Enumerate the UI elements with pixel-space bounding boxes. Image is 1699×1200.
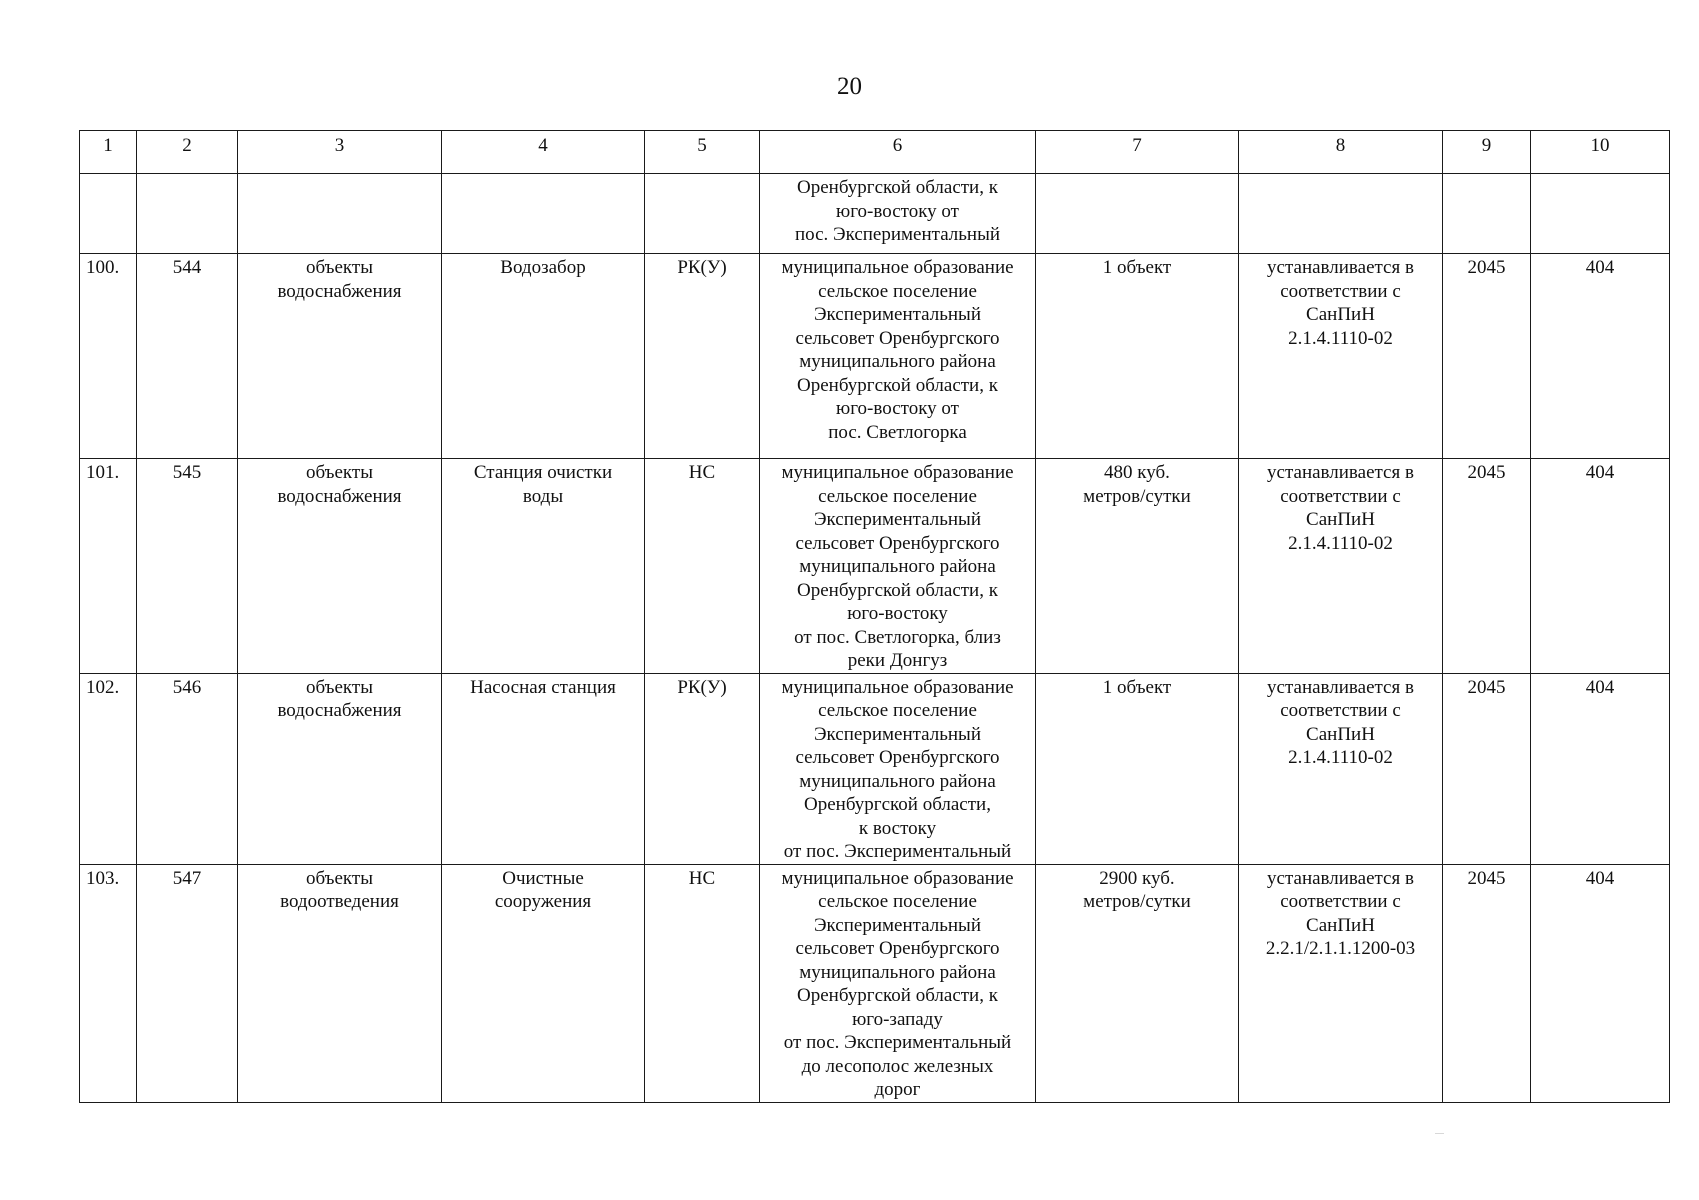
- reference-cell: 404: [1531, 864, 1670, 1102]
- table-body: [80, 174, 1670, 1103]
- status-cell: РК(У): [645, 673, 760, 864]
- header-cell-9: 9: [1443, 131, 1531, 174]
- empty-cell: [1036, 174, 1239, 254]
- header-cell-5: 5: [645, 131, 760, 174]
- empty-cell: [442, 174, 645, 254]
- header-cell-10: 10: [1531, 131, 1670, 174]
- reference-cell: 404: [1531, 459, 1670, 674]
- object-name-cell: Насосная станция: [442, 673, 645, 864]
- row-number-cell: 102.: [80, 673, 137, 864]
- table-row: [80, 864, 1670, 1102]
- header-cell-4: 4: [442, 131, 645, 174]
- status-cell: НС: [645, 459, 760, 674]
- object-type-cell: объекты водоотведения: [238, 864, 442, 1102]
- page-number: 20: [837, 73, 862, 100]
- header-cell-3: 3: [238, 131, 442, 174]
- row-number-cell: 100.: [80, 254, 137, 459]
- empty-cell: [1443, 174, 1531, 254]
- reference-cell: 404: [1531, 254, 1670, 459]
- empty-cell: [80, 174, 137, 254]
- protection-zone-cell: устанавливается в соответствии с СанПиН 2.1.4.1110-02: [1239, 254, 1443, 459]
- empty-cell: [645, 174, 760, 254]
- status-cell: НС: [645, 864, 760, 1102]
- object-type-cell: объекты водоснабжения: [238, 459, 442, 674]
- header-cell-1: 1: [80, 131, 137, 174]
- location-cell: муниципальное образование сельское поселение Экспериментальный сельсовет Оренбургского муниципального района Оренбургской области, к юго-западу от пос. Экспериментальный до лесополос железных дорог: [760, 864, 1036, 1102]
- protection-zone-cell: устанавливается в соответствии с СанПиН 2.1.4.1110-02: [1239, 459, 1443, 674]
- table-row: [80, 254, 1670, 459]
- row-number-cell: 101.: [80, 459, 137, 674]
- year-cell: 2045: [1443, 864, 1531, 1102]
- location-cell: Оренбургской области, к юго-востоку от пос. Экспериментальный: [760, 174, 1036, 254]
- object-name-cell: Станция очистки воды: [442, 459, 645, 674]
- capacity-cell: 480 куб. метров/сутки: [1036, 459, 1239, 674]
- location-cell: муниципальное образование сельское поселение Экспериментальный сельсовет Оренбургского муниципального района Оренбургской области, к юго-востоку от пос. Светлогорка: [760, 254, 1036, 459]
- empty-cell: [238, 174, 442, 254]
- table-header: [80, 131, 1670, 174]
- row-number-cell: 103.: [80, 864, 137, 1102]
- empty-cell: [137, 174, 238, 254]
- code-cell: 547: [137, 864, 238, 1102]
- capacity-cell: 1 объект: [1036, 254, 1239, 459]
- header-cell-7: 7: [1036, 131, 1239, 174]
- facilities-table: [79, 130, 1670, 1103]
- year-cell: 2045: [1443, 459, 1531, 674]
- empty-cell: [1239, 174, 1443, 254]
- empty-cell: [1531, 174, 1670, 254]
- object-name-cell: Очистные сооружения: [442, 864, 645, 1102]
- location-cell: муниципальное образование сельское поселение Экспериментальный сельсовет Оренбургского муниципального района Оренбургской области, к юго-востоку от пос. Светлогорка, близ реки Донгуз: [760, 459, 1036, 674]
- reference-cell: 404: [1531, 673, 1670, 864]
- status-cell: РК(У): [645, 254, 760, 459]
- continuation-row: [80, 174, 1670, 254]
- code-cell: 546: [137, 673, 238, 864]
- capacity-cell: 2900 куб. метров/сутки: [1036, 864, 1239, 1102]
- object-type-cell: объекты водоснабжения: [238, 673, 442, 864]
- header-cell-8: 8: [1239, 131, 1443, 174]
- location-cell: муниципальное образование сельское поселение Экспериментальный сельсовет Оренбургского муниципального района Оренбургской области, к востоку от пос. Экспериментальный: [760, 673, 1036, 864]
- object-type-cell: объекты водоснабжения: [238, 254, 442, 459]
- code-cell: 545: [137, 459, 238, 674]
- header-cell-6: 6: [760, 131, 1036, 174]
- scan-artifact: [1435, 1133, 1444, 1134]
- header-row: [80, 131, 1670, 174]
- protection-zone-cell: устанавливается в соответствии с СанПиН 2.2.1/2.1.1.1200-03: [1239, 864, 1443, 1102]
- table-row: [80, 673, 1670, 864]
- object-name-cell: Водозабор: [442, 254, 645, 459]
- capacity-cell: 1 объект: [1036, 673, 1239, 864]
- header-cell-2: 2: [137, 131, 238, 174]
- year-cell: 2045: [1443, 673, 1531, 864]
- table-row: [80, 459, 1670, 674]
- year-cell: 2045: [1443, 254, 1531, 459]
- code-cell: 544: [137, 254, 238, 459]
- protection-zone-cell: устанавливается в соответствии с СанПиН 2.1.4.1110-02: [1239, 673, 1443, 864]
